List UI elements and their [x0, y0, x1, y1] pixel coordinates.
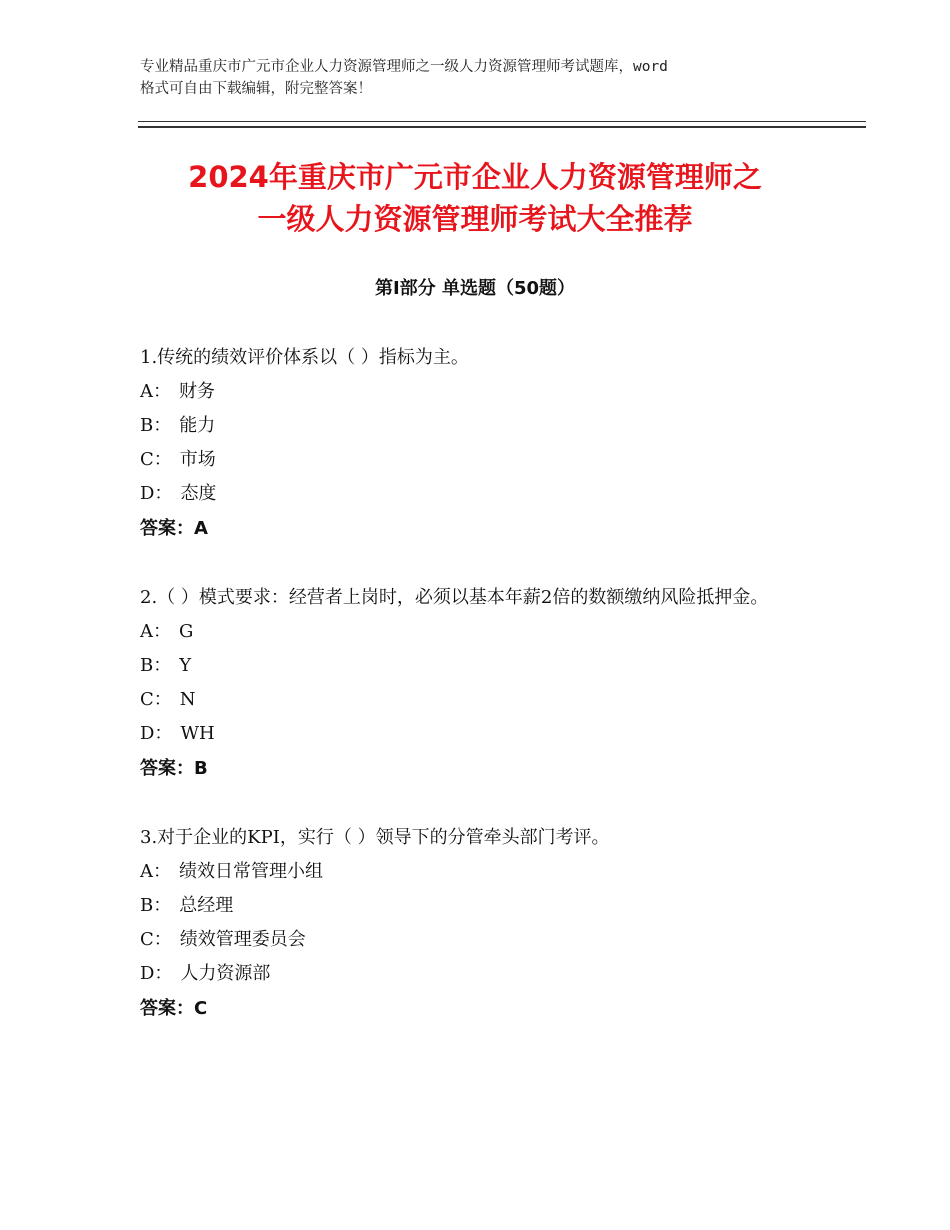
header-note: [140, 56, 840, 100]
question-1: [140, 341, 820, 547]
option-letter: A：: [140, 861, 171, 882]
question-stem: 1.传统的绩效评价体系以（ ）指标为主。: [140, 347, 469, 368]
option-text: 总经理: [179, 895, 234, 916]
document-title: [100, 156, 850, 240]
option-text: 市场: [179, 449, 216, 470]
option-letter: D：: [140, 963, 173, 984]
option-d: [140, 477, 820, 511]
section-heading: 第Ⅰ部分 单选题（50题）: [374, 278, 575, 299]
option-d: [140, 717, 820, 751]
question-list: [140, 341, 820, 1061]
document-title-line-1: 2024年重庆市广元市企业人力资源管理师之: [188, 160, 762, 194]
option-letter: D：: [140, 483, 173, 504]
option-a: [140, 375, 820, 409]
option-text: WH: [180, 723, 215, 744]
option-text: N: [179, 689, 196, 710]
option-c: [140, 443, 820, 477]
document-title-line-2: 一级人力资源管理师考试大全推荐: [257, 202, 693, 236]
question-stem: 2.（ ）模式要求：经营者上岗时，必须以基本年薪2倍的数额缴纳风险抵押金。: [140, 587, 769, 608]
option-text: 态度: [180, 483, 217, 504]
option-letter: B：: [140, 415, 172, 436]
option-letter: C：: [140, 929, 172, 950]
option-b: [140, 409, 820, 443]
option-text: 财务: [179, 381, 215, 402]
answer-label: 答案：A: [140, 518, 208, 539]
option-text: Y: [179, 655, 192, 676]
option-text: 人力资源部: [180, 963, 271, 984]
option-a: [140, 855, 820, 889]
option-letter: C：: [140, 449, 172, 470]
option-b: [140, 649, 820, 683]
option-letter: C：: [140, 689, 172, 710]
header-note-line-1: 专业精品重庆市广元市企业人力资源管理师之一级人力资源管理师考试题库，word: [140, 59, 668, 75]
answer-label: 答案：C: [140, 998, 208, 1019]
option-a: [140, 615, 820, 649]
option-letter: B：: [140, 655, 172, 676]
option-text: 绩效日常管理小组: [179, 861, 323, 882]
option-text: G: [179, 621, 194, 642]
answer-label: 答案：B: [140, 758, 208, 779]
header-divider: [138, 121, 866, 128]
option-text: 绩效管理委员会: [179, 929, 306, 950]
option-letter: A：: [140, 621, 171, 642]
option-c: [140, 923, 820, 957]
question-3: [140, 821, 820, 1027]
question-2: [140, 581, 820, 787]
option-d: [140, 957, 820, 991]
header-note-line-2: 格式可自由下载编辑，附完整答案！: [140, 81, 372, 97]
option-text: 能力: [179, 415, 216, 436]
option-letter: A：: [140, 381, 171, 402]
option-letter: B：: [140, 895, 172, 916]
option-letter: D：: [140, 723, 173, 744]
question-stem: 3.对于企业的KPI，实行（ ）领导下的分管牵头部门考评。: [140, 827, 610, 848]
option-c: [140, 683, 820, 717]
option-b: [140, 889, 820, 923]
